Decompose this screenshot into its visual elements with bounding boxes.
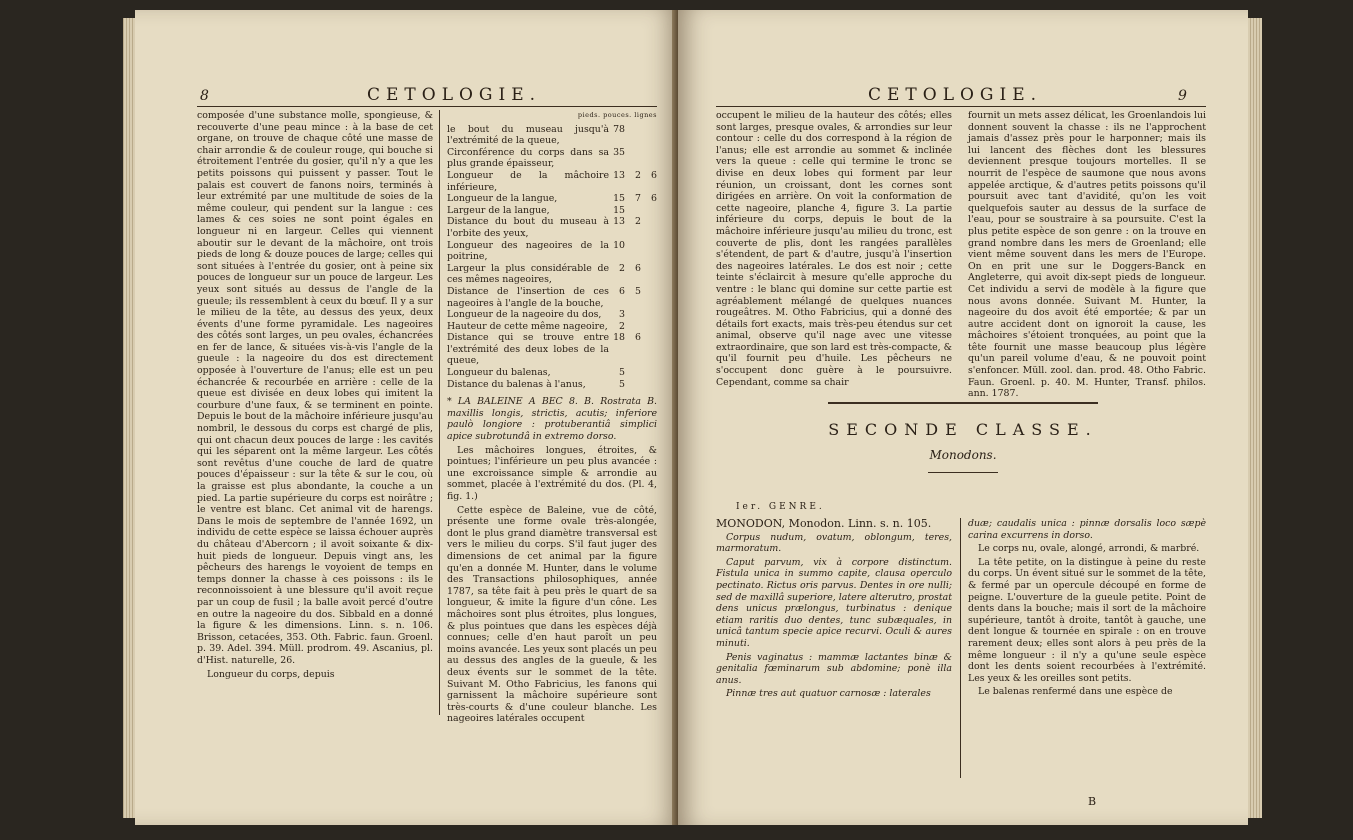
measurement-label: Distance du bout du museau à l'orbite des yeux, xyxy=(447,216,609,239)
classe-title: SECONDE CLASSE. xyxy=(828,420,1098,439)
ornament-short-rule xyxy=(928,472,998,473)
measurement-row xyxy=(447,170,657,193)
page-number-left: 8 xyxy=(200,88,209,104)
right-column-1 xyxy=(716,110,952,390)
header-rule-left xyxy=(197,106,657,107)
measurement-row xyxy=(447,332,657,367)
measurement-label: Longueur de la mâchoire inférieure, xyxy=(447,169,609,193)
measurement-label: Distance qui se trouve entre l'extrémité des deux lobes de la queue, xyxy=(447,332,609,367)
signature-mark: B xyxy=(1088,795,1097,808)
measurement-label: Largeur la plus considérable de ces mêmes nageoires, xyxy=(447,262,609,286)
running-head-left: CETOLOGIE. xyxy=(367,85,542,105)
measurement-value: 10 xyxy=(613,239,625,251)
left-column-1 xyxy=(197,110,433,815)
latin-paragraph: Penis vaginatus : mammæ lactantes binæ & genitalia fœminarum sub abdomine; ponè illa anus. xyxy=(716,651,952,686)
measurement-row xyxy=(447,379,657,391)
measurement-value: 6 xyxy=(651,169,657,181)
measurement-row xyxy=(447,286,657,309)
left-column-2 xyxy=(447,110,657,815)
measurement-header: pieds. pouces. lignes xyxy=(577,111,657,119)
measurement-value: 78 xyxy=(613,123,625,135)
measurement-row xyxy=(447,321,657,333)
measurement-value: 6 xyxy=(651,193,657,205)
measurement-label: Distance de l'insertion de ces nageoires à l'angle de la bouche, xyxy=(447,285,609,309)
paragraph: Longueur du corps, depuis xyxy=(207,668,335,680)
measurement-label: Hauteur de cette même nageoire, xyxy=(447,320,608,332)
measurement-value: 2 xyxy=(635,169,641,181)
measurement-table xyxy=(447,124,657,391)
measurement-label: Longueur de la nageoire du dos, xyxy=(447,309,602,321)
page-edge-left xyxy=(123,18,135,818)
measurement-label: Longueur des nageoires de la poitrine, xyxy=(447,239,609,263)
ornament-rule xyxy=(828,402,1098,404)
measurement-row xyxy=(447,367,657,379)
measurement-value: 18 xyxy=(613,332,625,344)
measurement-value: 5 xyxy=(619,367,625,379)
measurement-row xyxy=(447,240,657,263)
latin-paragraph: Pinnæ tres aut quatuor carnosæ : laterales xyxy=(726,688,931,700)
measurement-label: Circonférence du corps dans sa plus grande épaisseur, xyxy=(447,146,609,170)
paragraph: composée d'une substance molle, spongieuse, & recouverte d'une peau mince : à la base de cet organe, on trouve de chaque côté une masse de chair arrondie & de couleur rouge, qui bouche si étroitement l'entrée du gosier, qu'il n'y a que les petits poissons qui puissent y passer. Tout le palais est couvert de fanons noirs, terminés à leur extrémité par une multitude de soies de la même couleur, qui pendent sur la langue : ces lames & ces soies ne sont point égales en longueur ni en largeur. Celles qui viennent aboutir sur le devant de la mâchoire, ont trois pieds de long & douze pouces de large; celles qui sont situées à l'entrée du gosier, ont à peine six pouces de longueur sur un pouce de largeur. Les yeux sont situés au dessus de l'angle de la gueule; ils ressemblent à ceux du bœuf. Il y a sur le milieu de la tête, au dessus des yeux, deux évents d'une forme pyramidale. Les nageoires des côtés sont larges, un peu ovales, échancrées en fer de lance, & situées vis-à-vis l'angle de la gueule : la nageoire du dos est directement opposée à l'ouverture de l'anus; elle est un peu échancrée & recourbée en arrière : celle de la queue est divisée en deux lobes qui imitent la courbure d'une faux, & se terminent en pointe. Depuis le bout de la mâchoire inférieure jusqu'au nombril, le dessous du corps est chargé de plis, qui ont chacun deux pouces de large : les cavités qui les séparent ont la même largeur. Les côtés sont revêtus d'une couche de lard de quatre pouces d'épaisseur : sur la tête & sur le cou, où la graisse est plus abondante, la couche a un pied. La partie supérieure du corps est noirâtre ; le ventre est blanc. Cet animal vit de harengs. Dans le mois de septembre de l'année 1692, un individu de cette espèce se laissa échouer auprès du château d'Abercorn ; il avoit soixante & dix-huit pieds de longueur. Depuis vingt ans, les pêcheurs des harengs le voyoient de temps en temps donner la chasse à ces poissons : ils le reconnoissoient à une blessure qu'il avoit reçue par un coup de fusil ; la balle avoit percé d'outre en outre la nageoire du dos. Sibbald en a donné la figure & les dimensions. Linn. s. n. 106. Brisson, cetacées, 353. Oth. Fabric. faun. Groenl. p. 39. Adel. 394. Müll. prodrom. 49. Ascanius, pl. d'Hist. naturelle, 26. xyxy=(197,110,433,666)
measurement-value: 13 xyxy=(613,169,625,181)
measurement-label: le bout du museau jusqu'à l'extrémité de la queue, xyxy=(447,123,609,147)
paragraph: Cette espèce de Baleine, vue de côté, présente une forme ovale très-alongée, dont le plus grand diamètre transversal est vers le milieu du corps. S'il faut juger des dimensions de cet animal par la figure qu'en a donnée M. Hunter, dans le volume des Transactions philosophiques, année 1787, sa tête fait à peu près le quart de sa longueur, & imite la figure d'un cône. Les mâchoires sont plus étroites, plus longues, & plus pointues que dans les espèces déjà connues; celle d'en haut paroît un peu moins avancée. Les yeux sont placés un peu au dessus des angles de la gueule, & les deux évents sur le sommet de la tête. Suivant M. Otho Fabricius, les fanons qui garnissent la mâchoire supérieure sont très-courts & d'une couleur blanche. Les nageoires latérales occupent xyxy=(447,504,657,725)
monodon-column-1 xyxy=(716,518,952,815)
measurement-value: 15 xyxy=(613,193,625,205)
monodon-column-2 xyxy=(968,518,1206,788)
header-rule-right xyxy=(716,106,1206,107)
paragraph: La tête petite, on la distingue à peine du reste du corps. Un évent situé sur le sommet de la tête, & fermé par un opercule découpé en forme de peigne. L'ouverture de la gueule petite. Point de dents dans la bouche; mais il sort de la mâchoire supérieure, tantôt à droite, tantôt à gauche, une dent longue & tournée en spirale : on en trouve rarement deux; elles sont alors à peu près de la même longueur : il n'y a qu'une seule espèce dont les dents soient recourbées à l'extrémité. Les yeux & les oreilles sont petits. xyxy=(968,556,1206,684)
measurement-value: 6 xyxy=(635,332,641,344)
right-page xyxy=(678,10,1248,825)
measurement-value: 5 xyxy=(619,378,625,390)
measurement-label: Largeur de la langue, xyxy=(447,204,550,216)
page-edge-right xyxy=(1248,18,1262,818)
column-rule-left xyxy=(439,110,440,715)
measurement-row xyxy=(447,193,657,205)
measurement-value: 6 xyxy=(635,262,641,274)
measurement-value: 2 xyxy=(619,262,625,274)
measurement-row xyxy=(447,309,657,321)
measurement-value: 35 xyxy=(613,146,625,158)
running-head-right: CETOLOGIE. xyxy=(868,85,1043,105)
measurement-value: 3 xyxy=(619,309,625,321)
genre-heading: Ier. GENRE. xyxy=(736,502,825,512)
paragraph: Le corps nu, ovale, alongé, arrondi, & marbré. xyxy=(978,543,1200,555)
right-column-2 xyxy=(968,110,1206,400)
latin-paragraph: duæ; caudalis unica : pinnæ dorsalis loco sæpè carina excurrens in dorso. xyxy=(968,518,1206,541)
measurement-row xyxy=(447,205,657,217)
measurement-row xyxy=(447,216,657,239)
measurement-value: 13 xyxy=(613,216,625,228)
species-heading: * LA BALEINE A BEC 8. B. Rostrata B. maxillis longis, strictis, acutis; inferiore paulò longiore : protuberantiâ simplici apice subrotundâ in extremo dorso. xyxy=(447,396,657,443)
measurement-row xyxy=(447,147,657,170)
measurement-value: 2 xyxy=(635,216,641,228)
measurement-value: 2 xyxy=(619,320,625,332)
column-rule-right xyxy=(960,518,961,778)
page-number-right: 9 xyxy=(1178,88,1187,104)
measurement-label: Longueur du balenas, xyxy=(447,367,551,379)
measurement-row xyxy=(447,124,657,147)
paragraph: Le balenas renfermé dans une espèce de xyxy=(978,686,1173,698)
measurement-label: Distance du balenas à l'anus, xyxy=(447,378,586,390)
measurement-label: Longueur de la langue, xyxy=(447,193,558,205)
paragraph: fournit un mets assez délicat, les Groenlandois lui donnent souvent la chasse : ils ne l'approchent jamais d'assez près pour le harponner; mais ils lui lancent des flèches dont les blessures deviennent presque toujours mortelles. Il se nourrit de l'espèce de saumone que nous avons appelée arctique, & d'autres petits poissons qu'il poursuit avec tant d'avidité, qu'on les voit quelquefois sauter au dessus de la surface de l'eau, pour se soustraire à sa poursuite. C'est la plus petite espèce de son genre : on la trouve en grand nombre dans les mers de Groenland; elle vient même souvent dans les mers de l'Europe. On en prit une sur le Doggers-Banck en Angleterre, qui avoit dix-sept pieds de longueur. Cet individu a servi de modèle à la figure que nous avons donnée. Suivant M. Hunter, la nageoire du dos avoit été emportée; & par un autre accident dont on ignoroit la cause, les mâchoires s'étoient tronquées, au point que la tête fournit une masse beaucoup plus légère qu'un pareil volume d'eau, & ne pouvoit point s'enfoncer. Müll. zool. dan. prod. 48. Otho Fabric. Faun. Groenl. p. 40. M. Hunter, Transf. philos. ann. 1787. xyxy=(968,110,1206,400)
left-page xyxy=(135,10,678,825)
latin-paragraph: Caput parvum, vix à corpore distinctum. Fistula unica in summo capite, clausa operculo pectinato. Rictus oris parvus. Dentes in ore nulli; sed de maxillâ superiore, latere alterutro, prostat dens unicus prælongus, turbinatus : denique etiam raritis duo dentes, tunc subæquales, in unicâ tantum specie apice recurvi. Oculi & aures minuti. xyxy=(716,556,952,649)
paragraph: Les mâchoires longues, étroites, & pointues; l'inférieure un peu plus avancée : une excroissance simple & arrondie au sommet, placée à l'extrémité du dos. (Pl. 4, fig. 1.) xyxy=(447,444,657,502)
measurement-value: 5 xyxy=(635,285,641,297)
measurement-value: 15 xyxy=(613,204,625,216)
measurement-row xyxy=(447,263,657,286)
monodon-heading: MONODON, Monodon. Linn. s. n. 105. xyxy=(716,517,932,530)
measurement-value: 7 xyxy=(635,193,641,205)
paragraph: occupent le milieu de la hauteur des côtés; elles sont larges, presque ovales, & arrondies sur leur contour : celle du dos correspond à la région de l'anus; elle est arrondie au sommet & inclinée vers la queue : celle qui termine le tronc se divise en deux lobes qui forment par leur réunion, un croissant, dont les cornes sont dirigées en arrière. On voit la conformation de cette nageoire, planche 4, figure 3. La partie inférieure du corps, depuis le bout de la mâchoire inférieure jusqu'au milieu du tronc, est couverte de plis, dont les rangées parallèles s'étendent, de part & d'autre, jusqu'à l'insertion des nageoires latérales. Le dos est noir ; cette teinte s'éclaircit à mesure qu'elle approche du ventre : le blanc qui domine sur cette partie est agréablement mélangé de quelques nuances rougeâtres. M. Otho Fabricius, qui a donné des détails fort exacts, mais très-peu étendus sur cet animal, observe qu'il nage avec une vitesse extraordinaire, que son lard est très-compacte, & qu'il fournit peu d'huile. Les pêcheurs ne s'occupent donc guère à le poursuivre. Cependant, comme sa chair xyxy=(716,110,952,388)
latin-paragraph: Corpus nudum, ovatum, oblongum, teres, marmoratum. xyxy=(716,531,952,555)
measurement-value: 6 xyxy=(619,285,625,297)
classe-subtitle: Monodons. xyxy=(929,448,997,462)
